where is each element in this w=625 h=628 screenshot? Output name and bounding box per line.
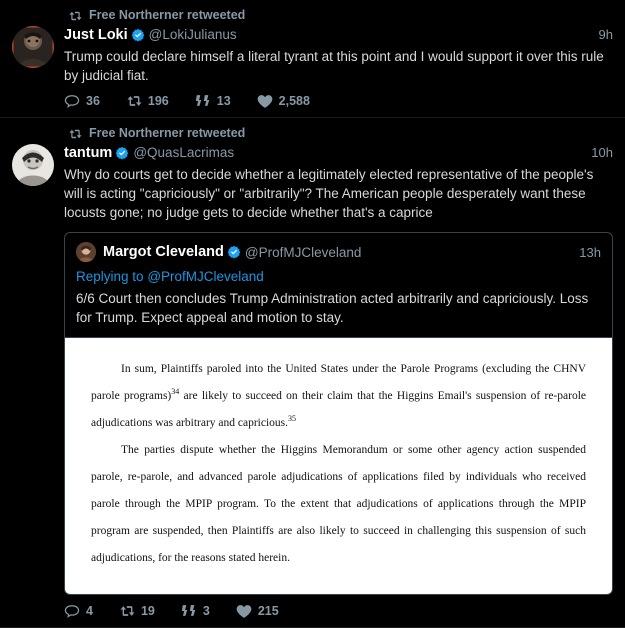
reply-action[interactable] — [64, 94, 100, 109]
like-count: 2,588 — [278, 94, 310, 108]
handle[interactable]: @LokiJulianus — [148, 27, 237, 42]
replying-to-label: Replying to — [76, 269, 144, 284]
heart-icon — [257, 94, 273, 109]
reply-icon — [64, 94, 80, 109]
timestamp[interactable]: 9h — [598, 27, 613, 42]
replying-to — [76, 268, 601, 286]
retweet-context-label: Free Northerner retweeted — [89, 8, 246, 22]
avatar[interactable] — [76, 242, 96, 262]
document-screenshot[interactable] — [65, 337, 612, 594]
avatar[interactable] — [12, 26, 54, 68]
document-paragraph — [91, 437, 586, 572]
display-name[interactable]: Just Loki — [64, 27, 128, 43]
doc-run: In sum, Plaintiffs paroled into the United States under the Parole Programs (excluding the CHNV parole programs) — [91, 363, 586, 402]
quoted-tweet-header — [76, 242, 601, 262]
avatar[interactable] — [12, 144, 54, 186]
retweet-icon — [126, 94, 142, 109]
tweet-item[interactable] — [0, 0, 625, 118]
tweet-text: Why do courts get to decide whether a legitimately elected representative of the people's will is acting "capriciously" or "arbitrarily"? The American people desperately want these locusts gone; no judge gets to decide whether that's a caprice — [64, 167, 594, 220]
quoted-tweet[interactable] — [64, 232, 613, 595]
quote-count: 3 — [202, 604, 210, 618]
verified-badge-icon — [115, 146, 129, 160]
retweet-context — [68, 126, 613, 141]
heart-icon — [236, 604, 252, 619]
reply-count: 4 — [86, 604, 93, 618]
verified-badge-icon — [227, 245, 241, 259]
timestamp[interactable]: 10h — [591, 145, 613, 160]
reply-icon — [64, 604, 80, 619]
retweet-count: 196 — [147, 94, 169, 108]
doc-run: are likely to succeed on their claim that the Higgins Email's suspension of re-parole adjudications was arbitrary and capricious. — [91, 390, 586, 429]
retweet-action[interactable] — [126, 94, 169, 109]
retweet-icon — [68, 128, 83, 140]
retweet-icon — [68, 10, 83, 22]
retweet-count: 19 — [140, 604, 155, 618]
tweet-item[interactable] — [0, 118, 625, 628]
quoted-handle[interactable]: @ProfMJCleveland — [244, 244, 362, 260]
tweet-actions — [64, 604, 613, 619]
display-name[interactable]: tantum — [64, 145, 113, 161]
retweet-context-label: Free Northerner retweeted — [89, 126, 246, 140]
document-paragraph — [91, 356, 586, 437]
quoted-timestamp[interactable]: 13h — [579, 244, 601, 260]
tweet-header — [64, 26, 613, 44]
tweet-header — [64, 144, 613, 162]
quote-icon — [181, 604, 197, 619]
doc-footnote-marker: 35 — [288, 414, 297, 424]
quote-count: 13 — [216, 94, 231, 108]
like-count: 215 — [257, 604, 279, 618]
reply-count: 36 — [86, 94, 100, 108]
quote-action[interactable] — [181, 604, 210, 619]
reply-action[interactable] — [64, 604, 93, 619]
like-action[interactable] — [257, 94, 310, 109]
verified-badge-icon — [131, 28, 145, 42]
doc-run: The parties dispute whether the Higgins Memorandum or some other agency action suspended parole, re-parole, and advanced parole adjudications of applications filed by individuals who received parole through the MPIP program. To the extent that adjudications of applications through the MPIP program are suspended, then Plaintiffs are also likely to succeed in challenging this suspension of such adjudications, for the reasons stated herein. — [91, 444, 586, 564]
retweet-icon — [119, 604, 135, 619]
doc-footnote-marker: 34 — [171, 387, 180, 397]
retweet-action[interactable] — [119, 604, 155, 619]
like-action[interactable] — [236, 604, 279, 619]
handle[interactable]: @QuasLacrimas — [133, 145, 235, 160]
retweet-context — [68, 8, 613, 23]
tweet-actions — [64, 94, 613, 109]
quoted-display-name[interactable]: Margot Cleveland — [103, 244, 224, 260]
quote-icon — [195, 94, 211, 109]
quote-action[interactable] — [195, 94, 231, 109]
tweet-text: Trump could declare himself a literal tyrant at this point and I would support it over this rule by judicial fiat. — [64, 49, 604, 83]
quoted-tweet-text: 6/6 Court then concludes Trump Administration acted arbitrarily and capriciously. Loss for Trump. Expect appeal and motion to stay. — [76, 291, 589, 325]
replying-to-handle[interactable]: @ProfMJCleveland — [147, 269, 264, 284]
